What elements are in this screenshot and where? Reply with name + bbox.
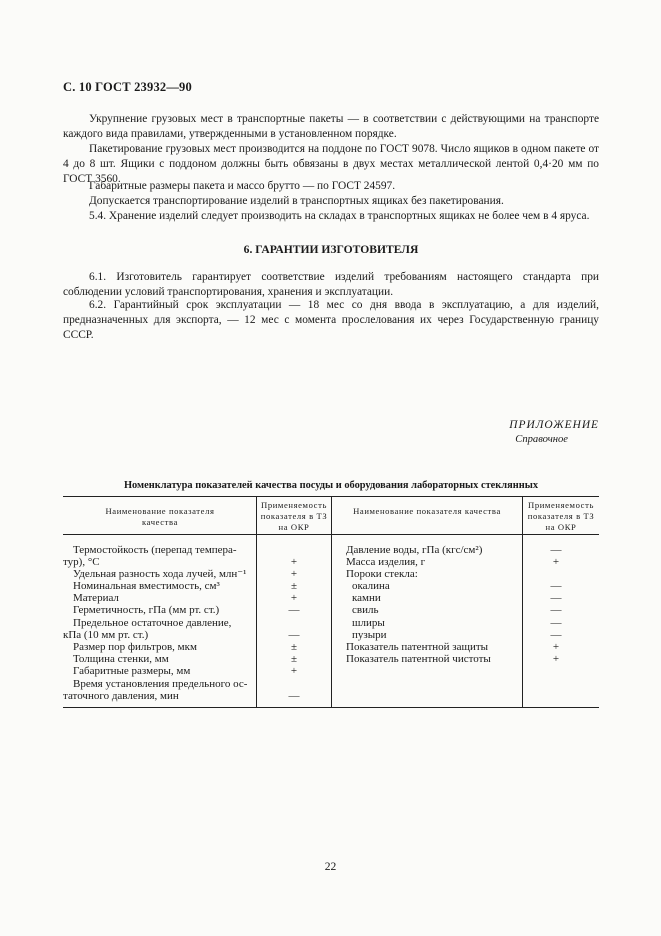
table-row-mark: + xyxy=(290,592,298,604)
table-row-mark: + xyxy=(290,568,298,580)
column-header-apply-left: Применяемость показателя в ТЗ на ОКР xyxy=(260,500,328,532)
table-row-mark: + xyxy=(552,653,560,665)
table-row-mark: + xyxy=(290,556,298,568)
table-row-text: шлиры xyxy=(352,617,385,629)
table-row-text: Толщина стенки, мм xyxy=(73,653,169,665)
table-row-mark: — xyxy=(550,617,562,629)
quality-table xyxy=(63,496,599,708)
table-bottom-rule xyxy=(63,707,599,708)
page-number: 22 xyxy=(324,860,337,873)
table-row-mark: — xyxy=(550,592,562,604)
paragraph-6-1: 6.1. Изготовитель гарантирует соответствие изделий требованиям настоящего стандарта при соблюдении условий транспортирования, хранения и эксплуатации. xyxy=(63,271,599,298)
paragraph-dimensions: Габаритные размеры пакета и массо брутто — по ГОСТ 24597. xyxy=(89,180,396,192)
table-row-mark: + xyxy=(552,641,560,653)
paragraph-6-2: 6.2. Гарантийный срок эксплуатации — 18 мес со дня ввода в эксплуатацию, а для изделий, предназначенных для экспорта, — 12 мес с момента прослелования их через Государственную границу СССР. xyxy=(63,299,599,341)
page-header: С. 10 ГОСТ 23932—90 xyxy=(63,80,192,94)
table-row-text: Показатель патентной чистоты xyxy=(346,653,491,665)
table-row-text: Габаритные размеры, мм xyxy=(73,665,191,677)
table-row-mark: — xyxy=(288,629,300,641)
table-row-mark: — xyxy=(550,580,562,592)
table-row-text: окалина xyxy=(352,580,390,592)
table-row-text: таточного давления, мин xyxy=(63,690,179,702)
table-row-mark: + xyxy=(552,556,560,568)
table-row-text: свиль xyxy=(352,604,379,616)
table-row-text: Давление воды, гПа (кгс/см²) xyxy=(346,544,483,556)
appendix-sublabel: Справочное xyxy=(515,434,568,445)
table-row-mark: — xyxy=(550,629,562,641)
table-row-text: Масса изделия, г xyxy=(346,556,426,568)
table-row-text: Материал xyxy=(73,592,119,604)
table-row-text: камни xyxy=(352,592,381,604)
table-row-text: Номинальная вместимость, см³ xyxy=(73,580,220,592)
table-row-mark: — xyxy=(288,604,300,616)
table-row-text: Предельное остаточное давление, xyxy=(73,617,232,629)
table-row-mark: ± xyxy=(290,653,298,665)
column-header-name-left: Наименование показателя качества xyxy=(105,506,215,527)
table-row-text: Термостойкость (перепад темпера- xyxy=(73,544,237,556)
table-row-mark: — xyxy=(550,544,562,556)
table-row-text: Удельная разность хода лучей, млн⁻¹ xyxy=(73,568,247,580)
table-row-text: пузыри xyxy=(352,629,387,641)
section-title: 6. ГАРАНТИИ ИЗГОТОВИТЕЛЯ xyxy=(243,243,419,256)
table-row-text: Размер пор фильтров, мкм xyxy=(73,641,197,653)
paragraph-pallet: Пакетирование грузовых мест производится на поддоне по ГОСТ 9078. Число ящиков в одном пакете от 4 до 8 шт. Ящики с поддоном должны быть обвязаны в двух местах металлической лентой 0,4·20 мм по ГОСТ 3560. xyxy=(63,143,599,185)
appendix-label: ПРИЛОЖЕНИЕ xyxy=(509,419,599,431)
table-title: Номенклатура показателей качества посуды и оборудования лабораторных стеклянных xyxy=(123,480,539,491)
paragraph-storage: 5.4. Хранение изделий следует производить на складах в транспортных ящиках не более чем в 4 яруса. xyxy=(89,210,590,222)
table-row-text: тур), °С xyxy=(63,556,100,568)
table-row-mark: — xyxy=(288,690,300,702)
table-row-text: Пороки стекла: xyxy=(346,568,418,580)
table-row-text: Показатель патентной защиты xyxy=(346,641,489,653)
table-row-text: Время установления предельного ос- xyxy=(73,678,248,690)
table-row-mark: ± xyxy=(290,580,298,592)
table-row-mark: ± xyxy=(290,641,298,653)
paragraph-transport: Допускается транспортирование изделий в транспортных ящиках без пакетирования. xyxy=(89,195,504,207)
table-row-mark: — xyxy=(550,604,562,616)
table-row-mark: + xyxy=(290,665,298,677)
column-header-apply-right: Применяемость показателя в ТЗ на ОКР xyxy=(527,500,595,532)
table-row-text: Герметичность, гПа (мм рт. ст.) xyxy=(73,604,220,616)
table-divider xyxy=(331,496,332,708)
column-header-name-right: Наименование показателя качества xyxy=(353,506,501,516)
paragraph-packaging: Укрупнение грузовых мест в транспортные пакеты — в соответствии с действующими на транспорте каждого вида правилами, утвержденными в установленном порядке. xyxy=(63,113,599,140)
table-row-text: кПа (10 мм рт. ст.) xyxy=(63,629,149,641)
